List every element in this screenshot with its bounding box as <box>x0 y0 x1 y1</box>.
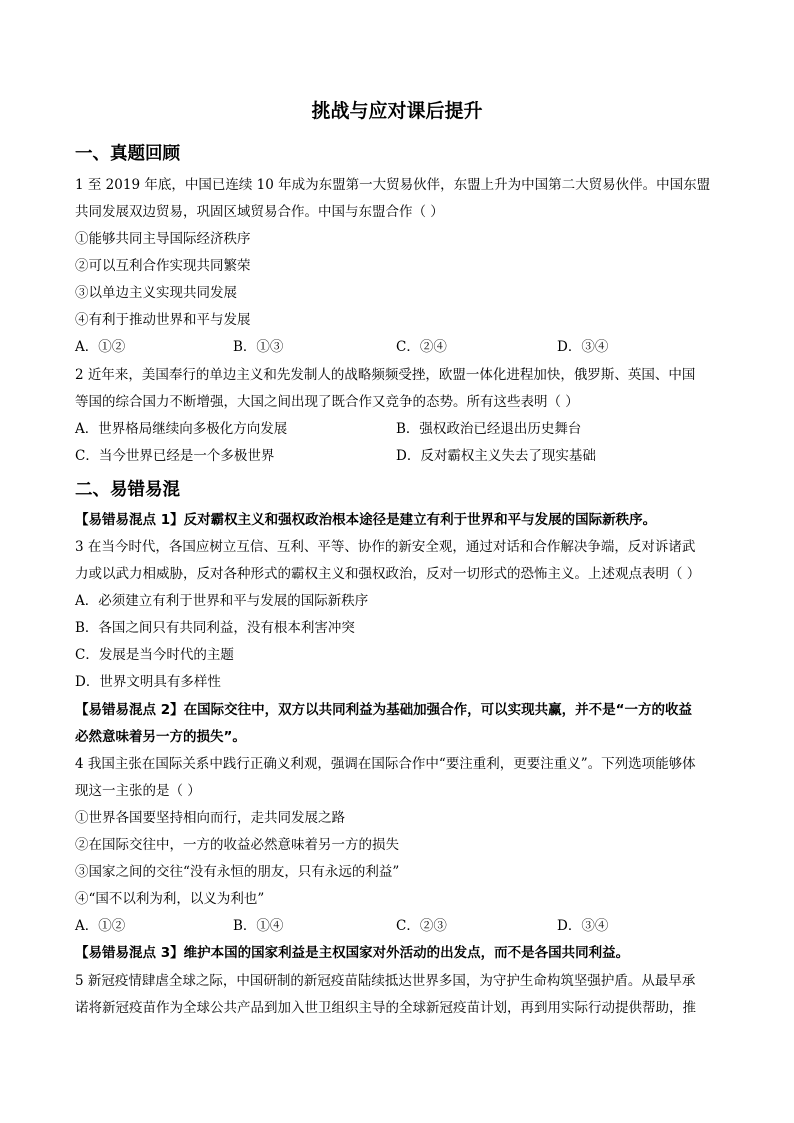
q1-stem-line-2: 共同发展双边贸易，巩固区域贸易合作。中国与东盟合作（ ） <box>75 204 444 220</box>
q3-option-c: C．发展是当今时代的主题 <box>75 647 234 663</box>
q2-option-d: D．反对霸权主义失去了现实基础 <box>396 448 596 464</box>
q4-option-a: A．①② <box>75 918 126 934</box>
q2-stem-line-2: 等国的综合国力不断增强，大国之间出现了既合作又竞争的态势。所有这些表明（ ） <box>75 394 579 410</box>
q4-stem-line-1: 4 我国主张在国际关系中践行正确义利观，强调在国际合作中“要注重利，更要注重义”。下列选项能够体 <box>75 756 696 772</box>
q2-option-a: A．世界格局继续向多极化方向发展 <box>75 421 288 437</box>
q3-stem-line-2: 力或以武力相威胁，反对各种形式的霸权主义和强权政治，反对一切形式的恐怖主义。上述观点表明（ ） <box>75 566 701 582</box>
q4-option-c: C．②③ <box>396 918 447 934</box>
q4-item-4: ④“国不以利为利，以义为利也” <box>75 891 265 907</box>
q1-option-d: D．③④ <box>557 339 609 355</box>
q4-stem-line-2: 现这一主张的是（ ） <box>75 783 201 799</box>
error-point-1: 【易错易混点 1】反对霸权主义和强权政治根本途径是建立有利于世界和平与发展的国际新秩序。 <box>75 512 657 528</box>
section-heading-2: 二、易错易混 <box>75 480 180 500</box>
q3-option-b: B．各国之间只有共同利益，没有根本利害冲突 <box>75 620 355 636</box>
q2-option-c: C．当今世界已经是一个多极世界 <box>75 448 275 464</box>
q3-option-a: A．必须建立有利于世界和平与发展的国际新秩序 <box>75 593 369 609</box>
q4-option-d: D．③④ <box>557 918 609 934</box>
q4-item-3: ③国家之间的交往“没有永恒的朋友，只有永远的利益” <box>75 864 400 880</box>
q2-option-b: B．强权政治已经退出历史舞台 <box>396 421 582 437</box>
q1-item-1: ①能够共同主导国际经济秩序 <box>75 231 251 247</box>
q4-item-2: ②在国际交往中，一方的收益必然意味着另一方的损失 <box>75 837 399 853</box>
q1-stem-line-1: 1 至 2019 年底，中国已连续 10 年成为东盟第一大贸易伙伴，东盟上升为中国第二大贸易伙伴。中国东盟 <box>75 177 711 193</box>
q1-option-b: B．①③ <box>233 339 284 355</box>
error-point-2-line-1: 【易错易混点 2】在国际交往中，双方以共同利益为基础加强合作，可以实现共赢，并不是“一方的收益 <box>75 702 692 718</box>
q1-option-c: C．②④ <box>396 339 447 355</box>
q5-stem-line-2: 诺将新冠疫苗作为全球公共产品到加入世卫组织主导的全球新冠疫苗计划，再到用实际行动提供帮助，推 <box>75 1000 696 1016</box>
q3-option-d: D．世界文明具有多样性 <box>75 674 221 690</box>
q3-stem-line-1: 3 在当今时代，各国应树立互信、互利、平等、协作的新安全观，通过对话和合作解决争端，反对诉诸武 <box>75 539 696 555</box>
q2-stem-line-1: 2 近年来，美国奉行的单边主义和先发制人的战略频频受挫，欧盟一体化进程加快，俄罗斯、英国、中国 <box>75 367 696 383</box>
q1-option-a: A．①② <box>75 339 126 355</box>
error-point-3: 【易错易混点 3】维护本国的国家利益是主权国家对外活动的出发点，而不是各国共同利益。 <box>75 945 630 961</box>
q1-item-4: ④有利于推动世界和平与发展 <box>75 312 251 328</box>
q1-item-2: ②可以互利合作实现共同繁荣 <box>75 258 251 274</box>
page-title: 挑战与应对课后提升 <box>311 100 483 122</box>
q4-item-1: ①世界各国要坚持相向而行，走共同发展之路 <box>75 810 345 826</box>
section-heading-1: 一、真题回顾 <box>75 144 180 164</box>
error-point-2-line-2: 必然意味着另一方的损失”。 <box>75 729 246 745</box>
q4-option-b: B．①④ <box>233 918 284 934</box>
q5-stem-line-1: 5 新冠疫情肆虐全球之际，中国研制的新冠疫苗陆续抵达世界多国，为守护生命构筑坚强护盾。从最早承 <box>75 973 696 989</box>
q1-item-3: ③以单边主义实现共同发展 <box>75 285 237 301</box>
